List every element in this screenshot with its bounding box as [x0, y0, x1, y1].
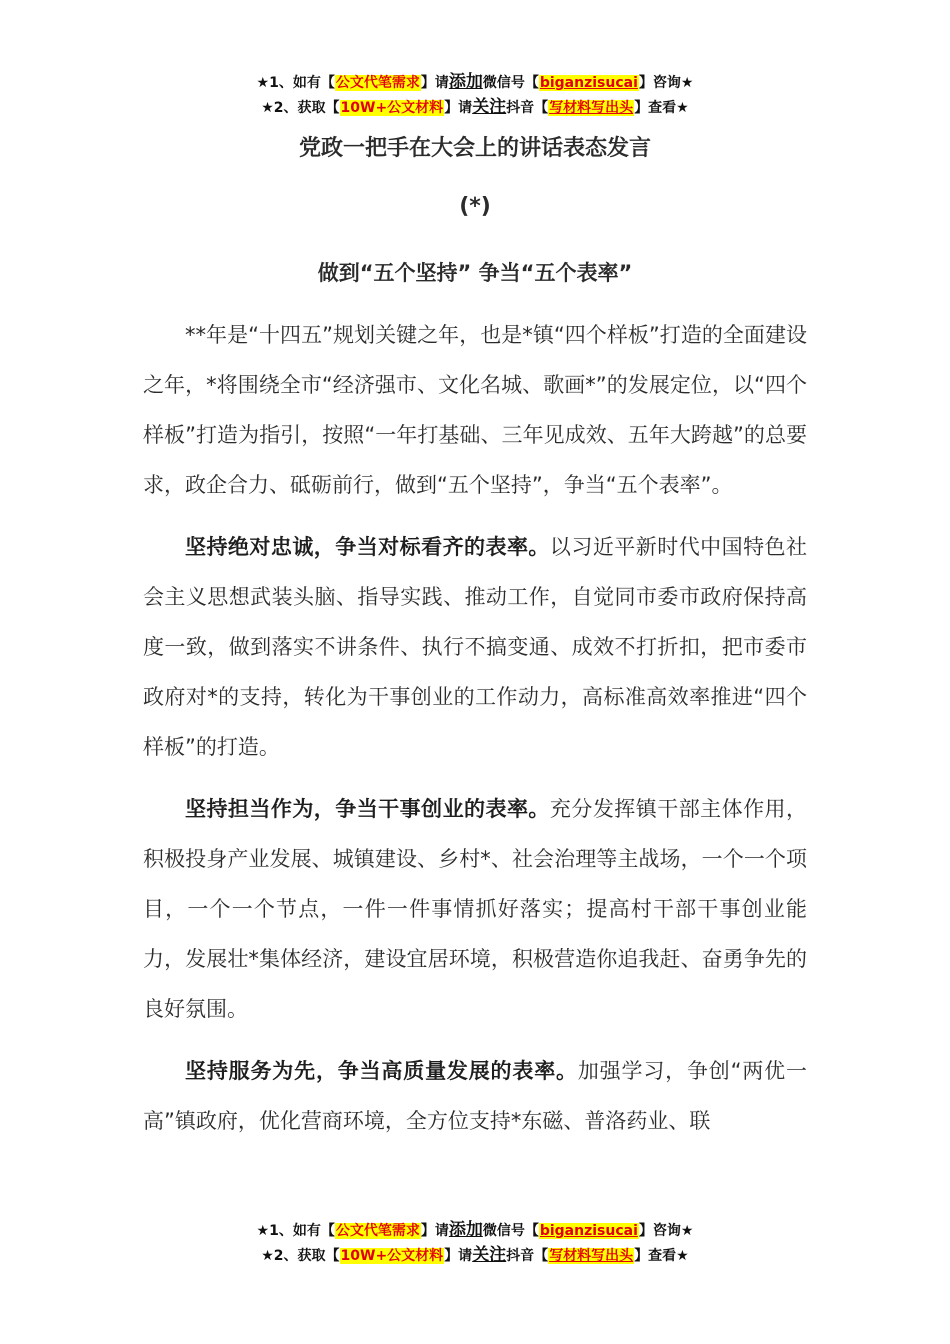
promo-text: 】请: [420, 75, 449, 91]
promo-text: 】咨询★: [638, 1223, 694, 1239]
document-body: [143, 310, 807, 1158]
promo-text: ★1、如有【: [256, 1223, 335, 1239]
promo-text: ★2、获取【: [261, 1248, 340, 1264]
promo-line-2: [0, 95, 950, 120]
promo-text: ★2、获取【: [261, 100, 340, 116]
promo-banner-bottom: [0, 1218, 950, 1268]
promo-highlight: 10W+公文材料: [340, 1248, 444, 1264]
promo-text: ★1、如有【: [256, 75, 335, 91]
section-paragraph: [143, 1046, 807, 1146]
promo-highlight: 公文代笔需求: [335, 1223, 420, 1239]
section-paragraph: [143, 784, 807, 1034]
promo-line-1: [0, 70, 950, 95]
promo-line-2: [0, 1243, 950, 1268]
promo-text: 】咨询★: [638, 75, 694, 91]
intro-paragraph: **年是“十四五”规划关键之年，也是*镇“四个样板”打造的全面建设之年，*将围绕全市“经济强市、文化名城、歌画*”的发展定位，以“四个样板”打造为指引，按照“一年打基础、三年见成效、五年大跨越”的总要求，政企合力、砥砺前行，做到“五个坚持”，争当“五个表率”。: [143, 323, 807, 497]
document-title: 党政一把手在大会上的讲话表态发言: [298, 136, 651, 161]
section-text: 充分发挥镇干部主体作用，积极投身产业发展、城镇建设、乡村*、社会治理等主战场，一个一个项目，一个一个节点，一件一件事情抓好落实；提高村干部干事创业能力，发展壮*集体经济，建设宜居环境，积极营造你追我赶、奋勇争先的良好氛围。: [143, 797, 808, 1021]
promo-highlight: 10W+公文材料: [340, 100, 444, 116]
promo-wechat-id: biganzisucai: [539, 1223, 638, 1239]
promo-text: 】请: [420, 1223, 449, 1239]
section-heading: 坚持担当作为，争当干事创业的表率。: [185, 797, 550, 821]
promo-banner-top: [0, 70, 950, 120]
promo-text: 】查看★: [634, 1248, 689, 1264]
promo-text: 】查看★: [634, 100, 689, 116]
promo-wechat-id: biganzisucai: [539, 75, 638, 91]
promo-text: 抖音【: [506, 1248, 549, 1264]
promo-emphasis: 关注: [472, 1245, 507, 1265]
promo-douyin-id: 写材料写出头: [549, 1248, 634, 1264]
section-paragraph: [143, 522, 807, 772]
document-subtitle: 做到“五个坚持” 争当“五个表率”: [317, 261, 633, 285]
promo-douyin-id: 写材料写出头: [549, 100, 634, 116]
promo-emphasis: 添加: [448, 1220, 483, 1240]
promo-text: 微信号【: [482, 1223, 539, 1239]
promo-text: 】请: [444, 1248, 473, 1264]
promo-emphasis: 关注: [472, 97, 507, 117]
document-marker: (*): [459, 194, 491, 219]
promo-highlight: 公文代笔需求: [335, 75, 420, 91]
promo-text: 抖音【: [506, 100, 549, 116]
section-text: 以习近平新时代中国特色社会主义思想武装头脑、指导实践、推动工作，自觉同市委市政府保持高度一致，做到落实不讲条件、执行不搞变通、成效不打折扣，把市委市政府对*的支持，转化为干事创业的工作动力，高标准高效率推进“四个样板”的打造。: [143, 535, 808, 759]
section-text: 加强学习，争创“两优一高”镇政府，优化营商环境，全方位支持*东磁、普洛药业、联: [143, 1059, 807, 1133]
section-heading: 坚持绝对忠诚，争当对标看齐的表率。: [185, 535, 550, 559]
promo-line-1: [0, 1218, 950, 1243]
promo-text: 微信号【: [482, 75, 539, 91]
section-heading: 坚持服务为先，争当高质量发展的表率。: [185, 1059, 578, 1083]
promo-text: 】请: [444, 100, 473, 116]
promo-emphasis: 添加: [448, 72, 483, 92]
